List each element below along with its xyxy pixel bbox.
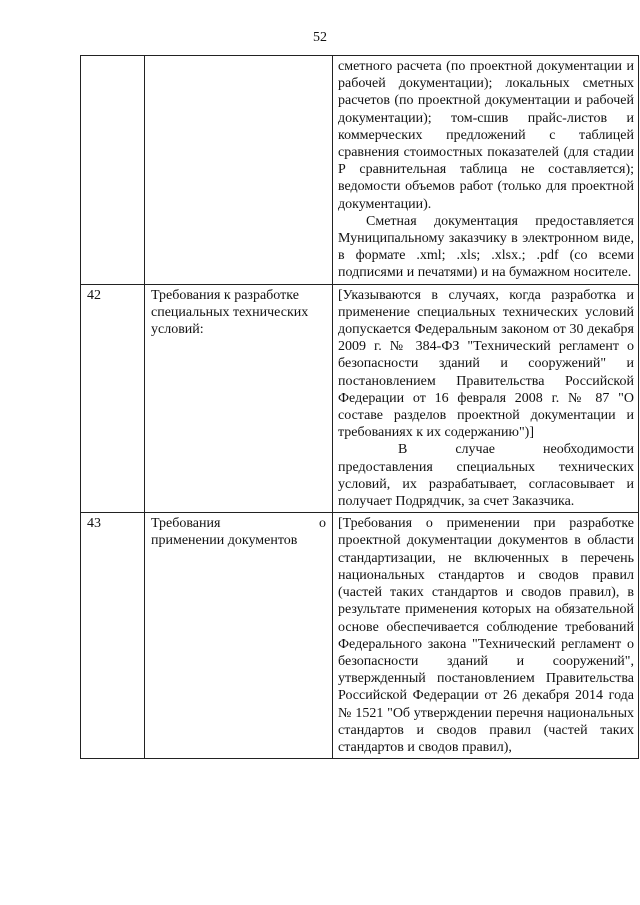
requirement-name-line: специальных технических [151,304,309,320]
content-paragraph: [Требования о применении при разработке проектной документации документов в области стандартизации, не включенных в перечень национальных стандартов и сводов правил (частей таких стандартов и сводов правил), в результате применения которых на обязательной основе обеспечивается соблюдение требований Федерального закона "Технический регламент о безопасности зданий и сооружений", утвержденный постановлением Правительства Российской Федерации от 26 декабря 2014 года № 1521 "Об утверждении перечня национальных стандартов и сводов правил (частей таких стандартов и сводов правил), [338,516,634,755]
row-number: 42 [81,284,145,513]
content-paragraph: [Указываются в случаях, когда разработка и применение специальных технических условий допускается Федеральным законом от 30 декабря 2009 г. № 384-ФЗ "Технический регламент о безопасности зданий и сооружений" и постановлением Правительства Российской Федерации от 16 февраля 2008 г. № 87 "О составе разделов проектной документации и требованиях к их содержанию")] [338,287,634,441]
table-row [81,56,639,285]
row-number [81,56,145,285]
table-row [81,513,639,759]
requirement-name-line: Требования о [151,516,326,532]
requirement-name [145,284,333,513]
requirement-content [333,513,639,759]
requirement-name-line: условий: [151,322,204,338]
requirement-name [145,513,333,759]
requirement-name-line: Требования к разработке [151,287,299,303]
row-number: 43 [81,513,145,759]
page-number: 52 [313,30,327,45]
requirement-name [145,56,333,285]
table-row [81,284,639,513]
requirement-content [333,284,639,513]
requirement-name-line: применении документов [151,533,298,549]
content-paragraph: сметного расчета (по проектной документации и рабочей документации); локальных сметных расчетов (по проектной документации и рабочей документации); том-сшив прайс-листов и коммерческих предложений с таблицей сравнения стоимостных показателей (для стадии Р сравнительная таблица не составляется); ведомости объемов работ (только для проектной документации). [338,59,634,212]
requirements-table [80,55,639,759]
content-paragraph: В случае необходимости предоставления специальных технических условий, их разрабатывает, согласовывает и получает Подрядчик, за счет Заказчика. [338,442,634,510]
requirement-content [333,56,639,285]
content-paragraph: Сметная документация предоставляется Муниципальному заказчику в электронном виде, в формате .xml; .xls; .xlsx.; .pdf (со всеми подписями и печатями) и на бумажном носителе. [338,213,634,281]
